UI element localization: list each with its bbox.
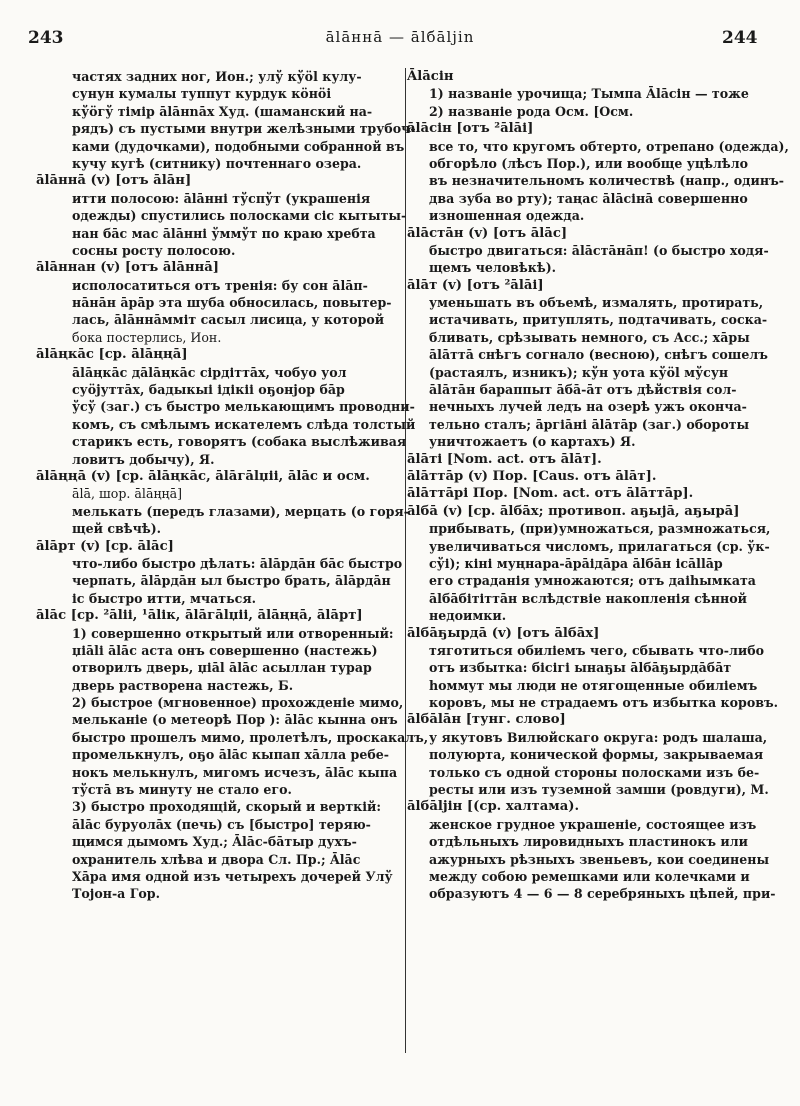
dictionary-text-line: ālбāбітіттāн вслѣдствіе накопленія сѣнной (429, 590, 747, 606)
dictionary-text-line: 1) названіе урочища; Тымпа Ālāсін — тоже (429, 86, 749, 102)
dictionary-text-line: сосны росту полосою. (72, 242, 236, 258)
dictionary-text-line: что-либо быстро дѣлать: ālāрдāн бāс быстро (72, 555, 403, 571)
dictionary-text-line: изношенная одежда. (429, 208, 585, 224)
dictionary-text-line: два зуба во рту); таңас ālāсінā совершенно (429, 190, 748, 206)
dictionary-text-line: ками (дудочками), подобными собранной въ (72, 138, 405, 154)
dictionary-text-line: 2) быстрое (мгновенное) прохожденіе мимо, (72, 695, 404, 711)
dictionary-headword: ālāңңā (v) [ср. ālāңкāс, ālāгālџіі, ālāс и осм. (36, 468, 370, 484)
dictionary-text-line: дверь растворена настежь, Б. (72, 677, 294, 693)
dictionary-headword: ālāт (v) [отъ ²ālāі] (407, 277, 544, 293)
dictionary-text-line: нечныхъ лучей ледъ на озерѣ ужъ оконча- (429, 399, 747, 415)
dictionary-headword: ālāттāрі Пор. [Nom. act. отъ ālāттāр]. (407, 486, 694, 502)
dictionary-text-line: комъ, съ смѣлымъ искателемъ слѣда толстый (72, 416, 416, 432)
dictionary-text-line: ресты или изъ туземной замши (ровдуги), М. (429, 782, 769, 798)
dictionary-text-line: отъ избытка: бісігі ынаҕы ālбāҕырдāбāт (429, 660, 732, 676)
dictionary-text-line: въ незначительномъ количествѣ (напр., одинъ- (429, 173, 785, 189)
dictionary-headword: ālбālāн [тунг. слово] (407, 712, 566, 728)
dictionary-text-line: отдѣльныхъ лировидныхъ пластинокъ или (429, 834, 748, 850)
dictionary-text-line: увеличиваться числомъ, прилагаться (ср. ўк- (429, 538, 770, 554)
dictionary-text-line: мелькать (передъ глазами), мерцать (о горя- (72, 503, 409, 519)
dictionary-headword: ālāннан (v) [отъ ālāннā] (36, 260, 220, 276)
dictionary-text-line: образуютъ 4 — 6 — 8 серебряныхъ цѣпей, при- (429, 886, 776, 902)
dictionary-text-line: одежды) спустились полосками сіс кытыты- (72, 208, 407, 224)
dictionary-headword: ālāңкāс [ср. ālāңңā] (36, 347, 188, 363)
dictionary-text-line: џіālі ālāс аста онъ совершенно (настежь) (72, 642, 378, 658)
left-column (36, 68, 429, 903)
dictionary-headword: ālāрт (v) [ср. ālāс] (36, 538, 174, 554)
dictionary-headword: ālāстāн (v) [отъ ālāс] (407, 225, 568, 241)
dictionary-text-line: между собою ремешками или колечками и (429, 868, 750, 884)
page-header (0, 28, 800, 54)
dictionary-text-line: суöjуттāх, бадыкыі ідікіі оҕонjор бāр (72, 382, 345, 398)
dictionary-text-line: нāнāн āрāр эта шуба обносилась, повытер- (72, 295, 392, 311)
dictionary-text-line: истачивать, притуплять, подтачивать, соска- (429, 312, 768, 328)
dictionary-text-line: рядъ) съ пустыми внутри желѣзными трубоч- (72, 121, 416, 137)
dictionary-headword: ālāсін [отъ ²ālāі] (407, 121, 534, 137)
dictionary-text-line: быстро двигаться: ālāстāнāп! (о быстро ходя- (429, 242, 769, 258)
dictionary-text-line: кучу кугѣ (ситнику) почтеннаго озера. (72, 155, 362, 171)
dictionary-text-line: һоммут мы люди не отягощенные обиліемъ (429, 677, 758, 693)
dictionary-text-line: быстро прошелъ мимо, пролетѣлъ, проскакалъ, (72, 729, 429, 745)
dictionary-text-line: щемъ человѣкѣ). (429, 260, 557, 276)
dictionary-text-line: Тојон-а Гор. (72, 886, 161, 902)
dictionary-text-line: старикъ есть, говорятъ (собака выслѣживая (72, 434, 407, 450)
running-title: ālāннā — ālбāljin (325, 28, 475, 46)
dictionary-text-line: уничтожаетъ (о картахъ) Я. (429, 434, 636, 450)
dictionary-text-line: исполосатиться отъ тренія: бу сон ālāп- (72, 277, 368, 293)
dictionary-text-line: ālāңкāс дālāңкāс сірдіттāх, чобуо уол (72, 364, 347, 380)
dictionary-headword: ālāс [ср. ²ālіі, ¹ālік, ālāгālџіі, ālāңңā, ālāрт] (36, 608, 363, 624)
dictionary-text-line: его страданія умножаются; отъ даіhымката (429, 573, 756, 589)
dictionary-text-line: ажурныхъ рѣзныхъ звеньевъ, кои соединены (429, 851, 770, 867)
dictionary-text-line: у якутовъ Вилюйскаго округа: родъ шалаша, (429, 729, 768, 745)
right-column (407, 68, 789, 903)
dictionary-text-line: тўстā въ минуту не стало его. (72, 782, 292, 798)
dictionary-text-line: кўöгў тімір ālāнnāх Худ. (шаманский на- (72, 103, 373, 119)
dictionary-headword: Ālāсін (407, 69, 454, 84)
dictionary-text-line: прибывать, (при)умножаться, размножаться, (429, 521, 771, 537)
dictionary-text-line: тельно сталъ; āргіāні ālāтāр (заг.) обороты (429, 416, 750, 432)
dictionary-text-line: коровъ, мы не страдаемъ отъ избытка коровъ. (429, 695, 779, 711)
dictionary-text-line: итти полосою: ālāнні тўспўт (украшенія (72, 190, 371, 206)
dictionary-text-line: Хāра имя одной изъ четырехъ дочерей Улў (72, 868, 393, 884)
dictionary-text-line: мельканіе (о метеорѣ Пор ): ālāс кынна онъ (72, 712, 398, 728)
dictionary-text-line: ālāс буруолāх (печь) съ [быстро] теряю- (72, 816, 371, 832)
dictionary-headword: ālбāljін [(ср. халтама). (407, 799, 580, 815)
dictionary-text-line: ўсў (заг.) съ быстро мелькающимъ проводни- (72, 399, 415, 415)
dictionary-text-line: сўі); кіні муңнара-āрāідāра ālбāн ісāllāр (429, 555, 723, 571)
dictionary-headword: ālбā (v) [ср. ālбāх; противоп. аҕыјā, аҕырā] (407, 503, 740, 519)
dictionary-text-line: іс быстро итти, мчаться. (72, 590, 257, 606)
dictionary-text-line: (растаялъ, изникъ); кўн уота кўöl мўсун (429, 364, 729, 380)
dictionary-text-line: женское грудное украшеніе, состоящее изъ (429, 816, 757, 832)
dictionary-headword: ālāттāр (v) Пор. [Caus. отъ ālāт]. (407, 468, 657, 484)
dictionary-text-line: 2) названіе рода Осм. [Осм. (429, 103, 634, 119)
dictionary-text-line: сунун кумалы туппут курдук кöнöi (72, 86, 332, 102)
page-number-right: 244 (722, 28, 758, 48)
dictionary-text-line: щей свѣчѣ). (72, 521, 162, 537)
dictionary-headword: ālбāҕырдā (v) [отъ ālбāх] (407, 625, 600, 641)
dictionary-text-line: нан бāс мас ālāнні ўммўт по краю хребта (72, 225, 376, 241)
dictionary-text-line: черпать, ālāрдāн ыл быстро брать, ālāрдāн (72, 573, 391, 589)
dictionary-text-line: обгорѣло (лѣсъ Пор.), или вообще уцѣлѣло (429, 155, 749, 171)
dictionary-text-line: 3) быстро проходящій, скорый и верткій: (72, 799, 382, 815)
dictionary-headword: ālāті [Nom. act. отъ ālāт]. (407, 451, 602, 467)
dictionary-text-line: щимся дымомъ Худ.; Ālāс-бāтыр духъ- (72, 834, 357, 850)
dictionary-headword: ālāннā (v) [отъ ālāн] (36, 173, 192, 189)
dictionary-text-line: частях задних ног, Ион.; улў кўöl кулу- (72, 69, 362, 84)
dictionary-text-line: охранитель хлѣва и двора Сл. Пр.; Ālāс (72, 851, 361, 867)
dictionary-text-line: бливать, срѣзывать немного, съ Асс.; хāры (429, 329, 750, 345)
dictionary-text-line: ālāтāн бараппыт āбā-āт отъ дѣйствія сол- (429, 382, 737, 398)
page-number-left: 243 (28, 28, 64, 48)
dictionary-text-line: недоимки. (429, 608, 507, 624)
dictionary-text-line: полуюрта, конической формы, закрываемая (429, 747, 764, 763)
dictionary-text-line: лась, ālāннāмміт сасыл лисица, у которой (72, 312, 385, 328)
dictionary-text-line: ловитъ добычу), Я. (72, 451, 215, 467)
dictionary-text-line: нокъ мелькнулъ, мигомъ исчезъ, ālāс кыпа (72, 764, 398, 780)
dictionary-text-line: 1) совершенно открытый или отворенный: (72, 625, 394, 641)
dictionary-text-line: тяготиться обиліемъ чего, сбывать что-либо (429, 642, 765, 658)
dictionary-text-line: ālā, шор. ālāңңā] (72, 486, 183, 502)
dictionary-text-line: промелькнулъ, оҕо ālāс кыпап хāлла ребе- (72, 747, 389, 763)
dictionary-text-line: только съ одной стороны полосками изъ бе- (429, 764, 760, 780)
dictionary-text-line: уменьшать въ объемѣ, измалять, протирать, (429, 295, 764, 311)
dictionary-text-line: все то, что кругомъ обтерто, отрепано (одежда), (429, 138, 789, 154)
dictionary-text-line: отворилъ дверь, џіāl ālāс асыллан турар (72, 660, 372, 676)
dictionary-text-line: ālāттā снѣгъ согнало (весною), снѣгъ сошелъ (429, 347, 768, 363)
dictionary-text-line: бока постерлись, Ион. (72, 329, 222, 345)
